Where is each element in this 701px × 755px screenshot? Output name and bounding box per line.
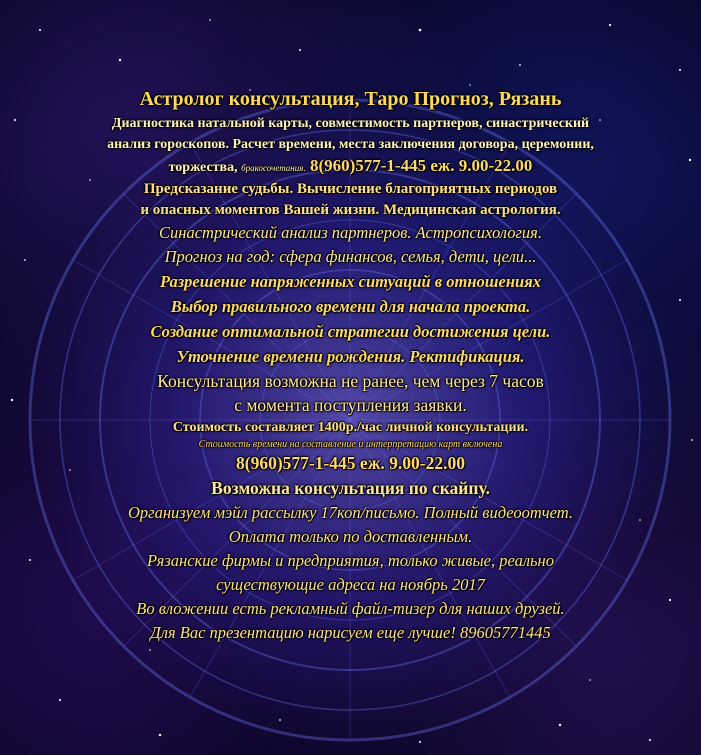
intro-line-1: Диагностика натальной карты, совместимость партнеров, синастрический <box>111 116 590 131</box>
presentation-line: Для Вас презентацию нарисуем еще лучше! 89605771445 <box>150 623 551 642</box>
ad-title: Астролог консультация, Таро Прогноз, Рязань <box>139 88 562 110</box>
advert-text-block <box>20 86 681 645</box>
intro-line-3 <box>20 155 681 179</box>
skype-line: Возможна консультация по скайпу. <box>211 478 490 498</box>
strategy-line: Создание оптимальной стратегии достижения цели. <box>150 322 551 341</box>
price-note-line: Стоимость времени на составление и интерпретацию карт включена <box>198 439 503 450</box>
price-line: Стоимость составляет 1400р./час личной консультации. <box>172 420 529 435</box>
forecast-line: Прогноз на год: сфера финансов, семья, дети, цели... <box>164 247 537 266</box>
choice-line: Выбор правильного времени для начала проекта. <box>170 297 531 316</box>
consult-line-2: с момента поступления заявки. <box>234 395 467 415</box>
intro-line-3-small: бракосочетания. <box>241 163 306 173</box>
synastry-line: Синастрический анализ партнеров. Астропсихология. <box>159 223 542 242</box>
firms-line-1: Рязанские фирмы и предприятия, только живые, реально <box>147 551 554 570</box>
fate-line-1: Предсказание судьбы. Вычисление благоприятных периодов <box>143 181 558 197</box>
firms-line-2: существующие адреса на ноябрь 2017 <box>216 575 485 594</box>
rectification-line: Уточнение времени рождения. Ректификация. <box>176 347 525 366</box>
consult-line-1: Консультация возможна не ранее, чем через 7 часов <box>157 371 544 391</box>
intro-line-2: анализ гороскопов. Расчет времени, места заключения договора, церемонии, <box>107 137 594 152</box>
intro-line-3-start: торжества, <box>168 160 242 175</box>
resolve-line: Разрешение напряженных ситуаций в отношениях <box>160 272 541 291</box>
teaser-line: Во вложении есть рекламный файл-тизер для наших друзей. <box>136 599 565 618</box>
mailing-line: Организуем мэйл рассылку 17коп/письмо. Полный видеоотчет. <box>128 503 573 522</box>
phone-line: 8(960)577-1-445 еж. 9.00-22.00 <box>236 453 465 473</box>
fate-line-2: и опасных моментов Вашей жизни. Медицинская астрология. <box>140 202 561 218</box>
intro-phone: 8(960)577-1-445 еж. 9.00-22.00 <box>305 156 533 175</box>
payment-line: Оплата только по доставленным. <box>228 527 473 546</box>
